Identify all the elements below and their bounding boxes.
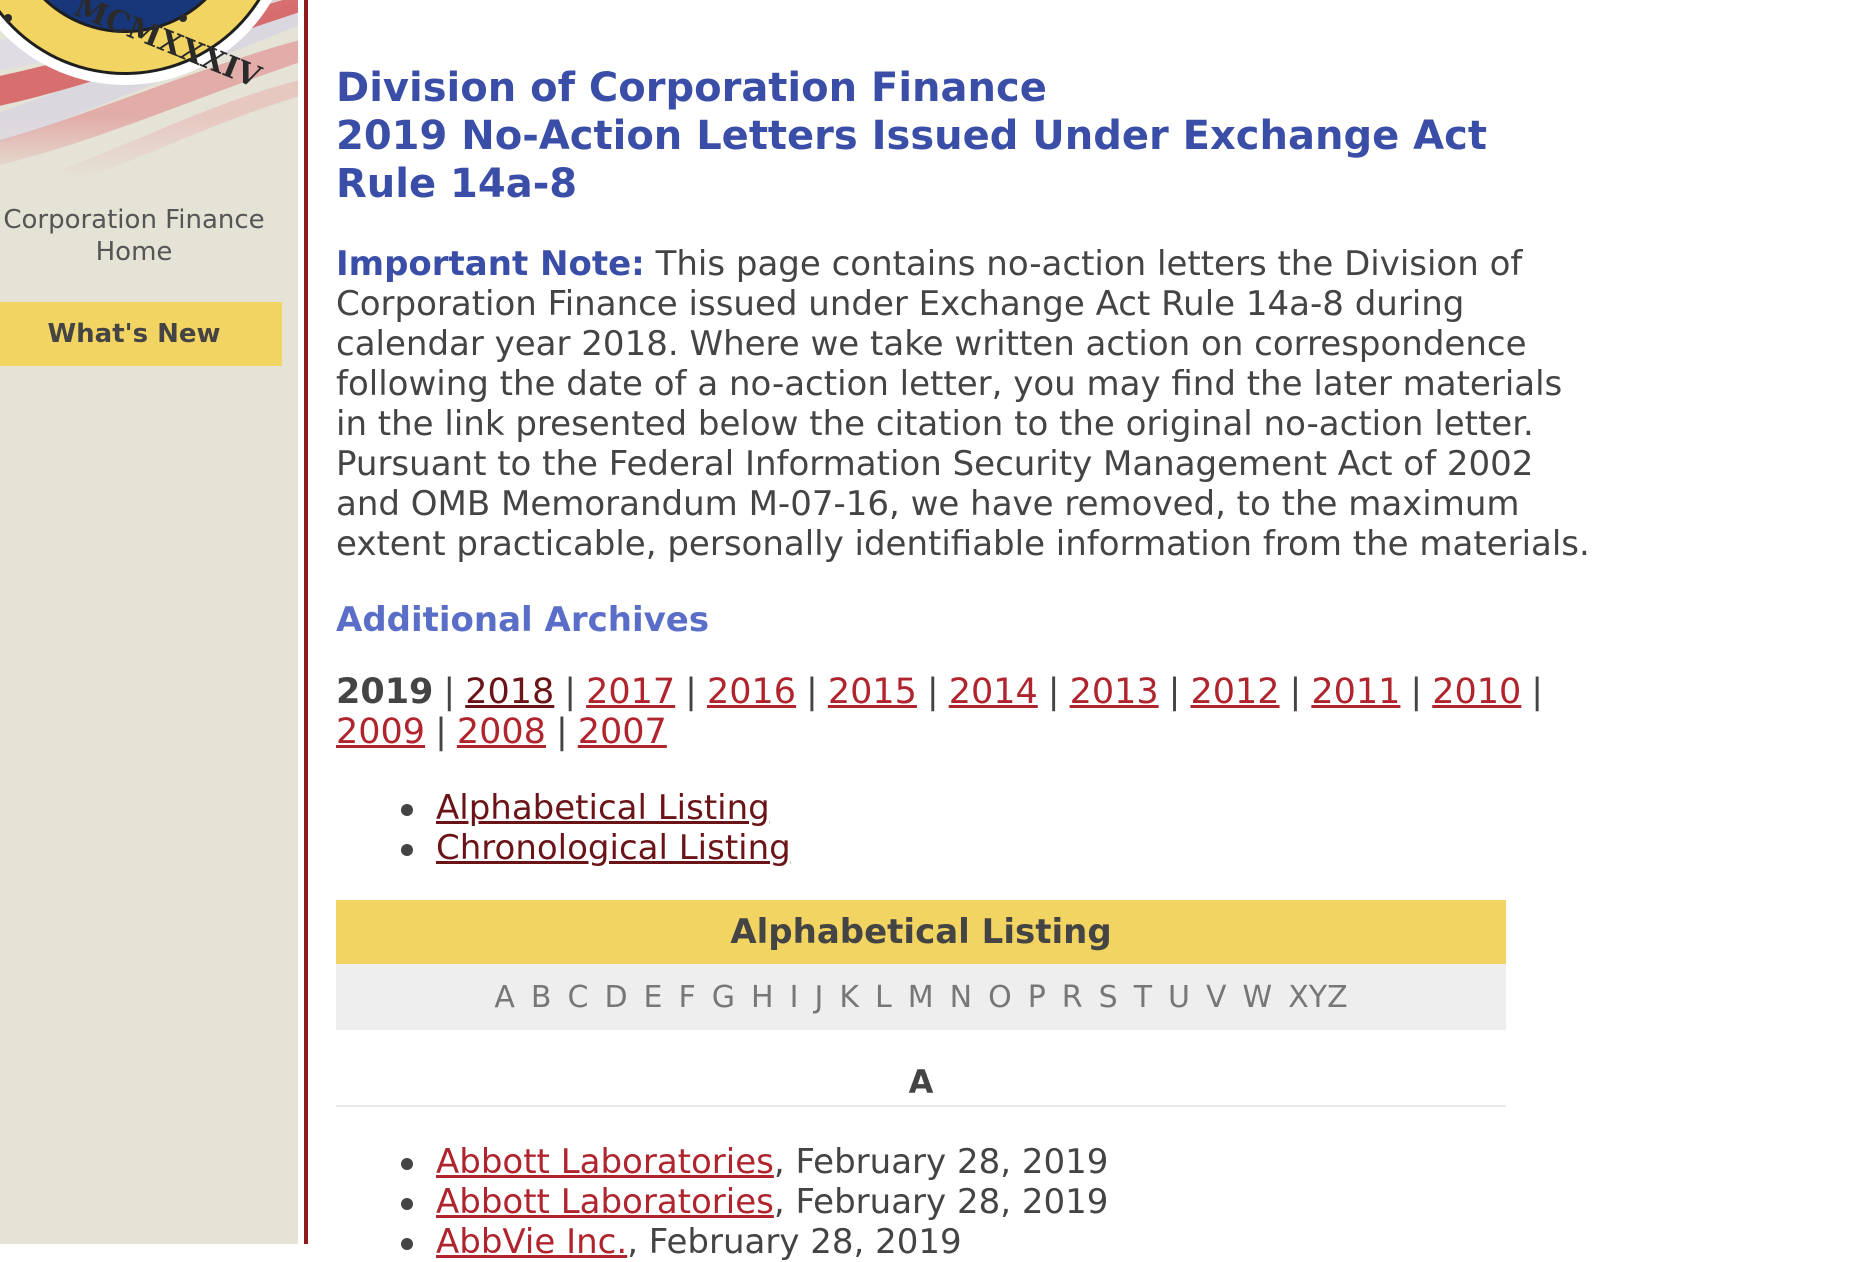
letter-link-xyz[interactable]: XYZ xyxy=(1288,979,1348,1015)
year-link-2014[interactable]: 2014 xyxy=(948,672,1038,712)
letter-link-a[interactable]: A xyxy=(494,979,515,1015)
note-line-6: Pursuant to the Federal Information Security Management Act of 2002 xyxy=(336,444,1534,484)
year-link-2009[interactable]: 2009 xyxy=(336,712,426,752)
page-title xyxy=(336,64,1487,208)
title-line-3: Rule 14a-8 xyxy=(336,161,578,207)
section-divider xyxy=(336,1105,1506,1107)
year-link-2013[interactable]: 2013 xyxy=(1069,672,1159,712)
letter-link-m[interactable]: M xyxy=(907,979,934,1015)
letter-link-b[interactable]: B xyxy=(530,979,552,1015)
note-line-7: and OMB Memorandum M-07-16, we have removed, to the maximum xyxy=(336,484,1520,524)
note-line-5: in the link presented below the citation to the original no-action letter. xyxy=(336,404,1534,444)
entry-company-link[interactable]: AbbVie Inc. xyxy=(436,1222,628,1262)
separator: | xyxy=(443,672,456,712)
alphabetical-listing-title: Alphabetical Listing xyxy=(730,912,1112,952)
separator: | xyxy=(555,712,568,752)
corporation-finance-home-link[interactable]: Corporation Finance Home xyxy=(3,205,265,267)
letter-link-h[interactable]: H xyxy=(751,979,774,1015)
separator: | xyxy=(806,672,818,712)
separator: | xyxy=(685,672,697,712)
chronological-listing-link[interactable]: Chronological Listing xyxy=(436,828,791,868)
list-item xyxy=(436,828,791,868)
note-line-4: following the date of a no-action letter, you may find the later materials xyxy=(336,364,1563,404)
year-current: 2019 xyxy=(336,672,434,712)
letter-link-p[interactable]: P xyxy=(1027,979,1046,1015)
separator: | xyxy=(1410,672,1423,712)
year-link-2007[interactable]: 2007 xyxy=(577,712,667,752)
note-line-3: calendar year 2018. Where we take written action on correspondence xyxy=(336,324,1527,364)
list-item xyxy=(436,1222,1108,1262)
important-note xyxy=(336,244,1590,564)
list-item xyxy=(436,788,791,828)
title-line-2: 2019 No-Action Letters Issued Under Exchange Act xyxy=(336,113,1487,159)
year-link-2018[interactable]: 2018 xyxy=(465,672,555,712)
letter-entries-list xyxy=(336,1142,1108,1262)
letter-link-w[interactable]: W xyxy=(1242,979,1273,1015)
letter-link-r[interactable]: R xyxy=(1061,979,1083,1015)
alphabetical-listing-link[interactable]: Alphabetical Listing xyxy=(436,788,770,828)
year-row-1 xyxy=(336,672,1544,712)
separator: | xyxy=(926,672,939,712)
note-line-8: extent practicable, personally identifiable information from the materials. xyxy=(336,524,1590,564)
entry-date: , February 28, 2019 xyxy=(773,1142,1109,1182)
listing-type-links xyxy=(336,788,791,868)
year-archive-nav xyxy=(336,672,1544,752)
letter-link-o[interactable]: O xyxy=(988,979,1012,1015)
entry-date: , February 28, 2019 xyxy=(627,1222,962,1262)
note-label: Important Note: xyxy=(336,244,645,284)
separator: | xyxy=(1168,672,1181,712)
letter-link-v[interactable]: V xyxy=(1205,979,1227,1015)
year-link-2012[interactable]: 2012 xyxy=(1190,672,1280,712)
alphabetical-listing-header xyxy=(336,900,1506,964)
content-border xyxy=(304,0,308,1244)
title-line-1: Division of Corporation Finance xyxy=(336,65,1047,111)
list-item xyxy=(436,1182,1108,1222)
letter-link-k[interactable]: K xyxy=(839,979,859,1015)
letter-link-f[interactable]: F xyxy=(678,979,696,1015)
year-row-2 xyxy=(336,712,1506,752)
whats-new-button[interactable] xyxy=(0,302,282,366)
separator: | xyxy=(1047,672,1060,712)
letter-link-n[interactable]: N xyxy=(949,979,973,1015)
letter-link-l[interactable]: L xyxy=(875,979,892,1015)
sidebar xyxy=(0,0,298,1244)
year-link-2017[interactable]: 2017 xyxy=(586,672,676,712)
section-heading-a: A xyxy=(908,1063,934,1101)
year-link-2010[interactable]: 2010 xyxy=(1432,672,1522,712)
whats-new-label: What's New xyxy=(47,319,221,349)
letter-link-c[interactable]: C xyxy=(567,979,589,1015)
note-line-2: Corporation Finance issued under Exchange Act Rule 14a-8 during xyxy=(336,284,1465,324)
year-link-2016[interactable]: 2016 xyxy=(706,672,797,712)
year-link-2011[interactable]: 2011 xyxy=(1311,672,1401,712)
separator: | xyxy=(435,712,447,752)
letter-link-s[interactable]: S xyxy=(1098,979,1118,1015)
list-item xyxy=(436,1142,1108,1182)
entry-company-link[interactable]: Abbott Laboratories xyxy=(436,1182,774,1222)
letter-link-u[interactable]: U xyxy=(1168,979,1190,1015)
sec-seal-flag-banner xyxy=(0,0,298,180)
separator: | xyxy=(1531,672,1544,712)
letter-link-e[interactable]: E xyxy=(643,979,663,1015)
additional-archives-heading: Additional Archives xyxy=(336,600,710,640)
year-link-2015[interactable]: 2015 xyxy=(827,672,917,712)
seal-icon xyxy=(0,0,298,180)
letter-index-nav xyxy=(336,964,1506,1030)
letter-link-g[interactable]: G xyxy=(711,979,736,1015)
entry-date: , February 28, 2019 xyxy=(773,1182,1109,1222)
year-link-2008[interactable]: 2008 xyxy=(456,712,546,752)
separator: | xyxy=(564,672,577,712)
separator: | xyxy=(1289,672,1302,712)
letter-link-t[interactable]: T xyxy=(1133,979,1153,1015)
letter-link-i[interactable]: I xyxy=(789,979,799,1015)
entry-company-link[interactable]: Abbott Laboratories xyxy=(436,1142,774,1182)
letter-link-j[interactable]: J xyxy=(814,979,824,1015)
note-line-1: Important Note: This page contains no-action letters the Division of xyxy=(336,244,1523,284)
letter-link-d[interactable]: D xyxy=(604,979,628,1015)
